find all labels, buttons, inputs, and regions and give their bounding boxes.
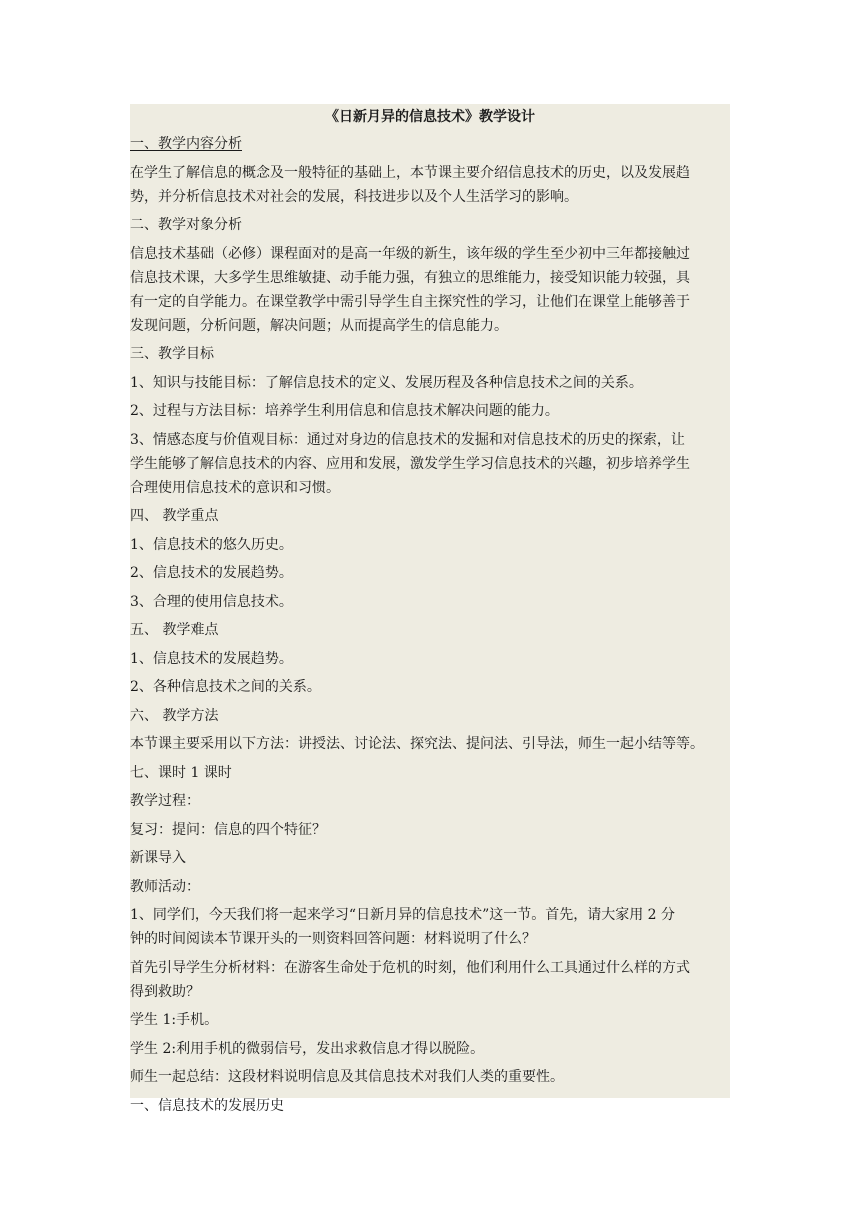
paragraph (130, 161, 730, 209)
document-page (130, 104, 730, 1114)
text-line: 势，并分析信息技术对社会的发展，科技进步以及个人生活学习的影响。 (130, 188, 578, 205)
section-heading (130, 618, 730, 642)
paragraph (130, 1065, 730, 1089)
text-line: 2、各种信息技术之间的关系。 (130, 679, 321, 695)
text-line: 一、教学内容分析 (130, 136, 242, 152)
text-line: 教学过程： (130, 793, 200, 809)
text-line: 1、信息技术的发展趋势。 (130, 650, 293, 667)
section-heading (130, 213, 730, 237)
paragraph (130, 533, 730, 557)
text-line: 3、情感态度与价值观目标：通过对身边的信息技术的发掘和对信息技术的历史的探索，让 (130, 431, 685, 448)
paragraph (130, 956, 730, 1004)
paragraph (130, 846, 730, 870)
text-line: 2、信息技术的发展趋势。 (130, 565, 293, 581)
text-line: 1、知识与技能目标：了解信息技术的定义、发展历程及各种信息技术之间的关系。 (130, 374, 643, 391)
text-line: 四、 教学重点 (130, 508, 219, 524)
text-line: 学生 2:利用手机的微弱信号，发出求救信息才得以脱险。 (130, 1040, 485, 1057)
document-title: 《日新月异的信息技术》教学设计 (325, 109, 535, 125)
text-line: 信息技术基础（必修）课程面对的是高一年级的新生，该年级的学生至少初中三年都接触过 (130, 245, 690, 262)
text-line: 七、课时 1 课时 (130, 764, 232, 781)
paragraph (130, 647, 730, 671)
paragraph (130, 590, 730, 614)
text-line: 得到救助？ (130, 983, 200, 1000)
section-heading (130, 761, 730, 785)
text-line: 发现问题，分析问题，解决问题；从而提高学生的信息能力。 (130, 317, 508, 334)
paragraph (130, 903, 730, 951)
text-line: 新课导入 (130, 850, 186, 866)
text-line: 首先引导学生分析材料：在游客生命处于危机的时刻，他们利用什么工具通过什么样的方式 (130, 959, 690, 976)
paragraph (130, 789, 730, 813)
paragraph (130, 371, 730, 395)
paragraph (130, 675, 730, 699)
paragraph (130, 242, 730, 338)
text-line: 钟的时间阅读本节课开头的一则资料回答问题：材料说明了什么？ (130, 931, 536, 947)
section-heading (130, 704, 730, 728)
text-line: 二、教学对象分析 (130, 217, 242, 233)
section-heading (130, 504, 730, 528)
text-line: 学生 1:手机。 (130, 1012, 219, 1028)
paragraph (130, 1037, 730, 1061)
text-line: 在学生了解信息的概念及一般特征的基础上，本节课主要介绍信息技术的历史，以及发展趋 (130, 164, 690, 181)
paragraph (130, 1008, 730, 1032)
text-line: 教师活动： (130, 878, 200, 895)
text-line: 师生一起总结：这段材料说明信息及其信息技术对我们人类的重要性。 (130, 1069, 564, 1085)
paragraph (130, 875, 730, 899)
text-line: 2、过程与方法目标：培养学生利用信息和信息技术解决问题的能力。 (130, 403, 559, 419)
text-line: 本节课主要采用以下方法：讲授法、讨论法、探究法、提问法、引导法，师生一起小结等等。 (130, 736, 704, 752)
text-line: 1、信息技术的悠久历史。 (130, 536, 293, 553)
paragraph (130, 399, 730, 423)
text-line: 六、 教学方法 (130, 707, 219, 724)
paragraph (130, 818, 730, 842)
paragraph (130, 732, 730, 756)
paragraph (130, 428, 730, 500)
text-line: 信息技术课，大多学生思维敏捷、动手能力强，有独立的思维能力，接受知识能力较强，具 (130, 269, 690, 286)
text-line: 合理使用信息技术的意识和习惯。 (130, 479, 340, 496)
section-heading (130, 132, 730, 156)
paragraph (130, 561, 730, 585)
text-line: 五、 教学难点 (130, 622, 219, 638)
section-heading (130, 342, 730, 366)
section-heading (130, 1094, 730, 1118)
text-line: 三、教学目标 (130, 346, 214, 362)
text-line: 有一定的自学能力。在课堂教学中需引导学生自主探究性的学习，让他们在课堂上能够善于 (130, 293, 690, 310)
text-line: 1、同学们，今天我们将一起来学习“日新月异的信息技术”这一节。首先，请大家用 2 分 (130, 907, 676, 923)
text-line: 一、信息技术的发展历史 (130, 1097, 284, 1114)
text-line: 复习：提问：信息的四个特征？ (130, 821, 326, 838)
text-line: 3、合理的使用信息技术。 (130, 593, 293, 610)
text-line: 学生能够了解信息技术的内容、应用和发展，激发学生学习信息技术的兴趣，初步培养学生 (130, 455, 690, 472)
